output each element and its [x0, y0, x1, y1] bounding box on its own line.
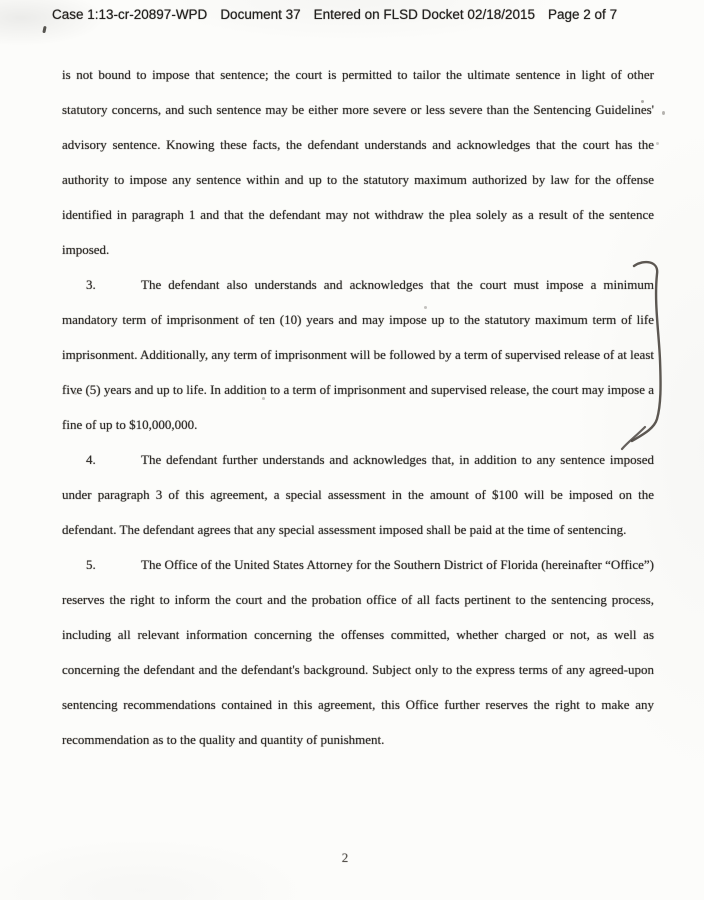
case-number: Case 1:13-cr-20897-WPD [52, 7, 208, 22]
paragraph-5 [62, 547, 654, 757]
page-of-indicator: Page 2 of 7 [548, 7, 618, 22]
scan-artifact-tick [42, 26, 46, 33]
paragraph-3 [62, 267, 654, 442]
paragraph-text: The Office of the United States Attorney for the Southern District of Florida (hereinafter “Office”) reserves the right to inform the court and the probation office of all facts pertinent to the sentencing process, including all relevant information concerning the offenses committed, whether charged or not, as well as concerning the defendant and the defendant's background. Subject only to the express terms of any agreed-upon sentencing recommendations contained in this agreement, this Office further reserves the right to make any recommendation as to the quality and quantity of punishment. [62, 557, 654, 747]
paragraph-number: 5. [86, 557, 96, 572]
scan-artifact-dot [662, 111, 665, 115]
scan-artifact-dot [656, 142, 659, 145]
paragraph-number: 4. [86, 452, 96, 467]
court-filing-header [52, 7, 692, 22]
paragraph-text: is not bound to impose that sentence; the court is permitted to tailor the ultimate sentence in light of other statutory concerns, and such sentence may be either more severe or less severe than the Sentencing Guidelines' advisory sentence. Knowing these facts, the defendant understands and acknowledges that the court has the authority to impose any sentence within and up to the statutory maximum authorized by law for the offense identified in paragraph 1 and that the defendant may not withdraw the plea solely as a result of the sentence imposed. [62, 67, 654, 257]
paragraph-text: The defendant also understands and acknowledges that the court must impose a minimum mandatory term of imprisonment of ten (10) years and may impose up to the statutory maximum term of life imprisonment. Additionally, any term of imprisonment will be followed by a term of supervised release of at least five (5) years and up to life. In addition to a term of imprisonment and supervised release, the court may impose a fine of up to $10,000,000. [62, 277, 654, 432]
paragraph-number: 3. [86, 277, 96, 292]
page-number: 2 [341, 850, 349, 865]
docket-entry-date: Entered on FLSD Docket 02/18/2015 [313, 7, 536, 22]
paragraph-continuation [62, 57, 654, 267]
paragraph-4 [62, 442, 654, 547]
document-number: Document 37 [220, 7, 301, 22]
document-body [62, 57, 654, 757]
paragraph-text: The defendant further understands and acknowledges that, in addition to any sentence imposed under paragraph 3 of this agreement, a special assessment in the amount of $100 will be imposed on the defendant. The defendant agrees that any special assessment imposed shall be paid at the time of sentencing. [62, 452, 654, 537]
